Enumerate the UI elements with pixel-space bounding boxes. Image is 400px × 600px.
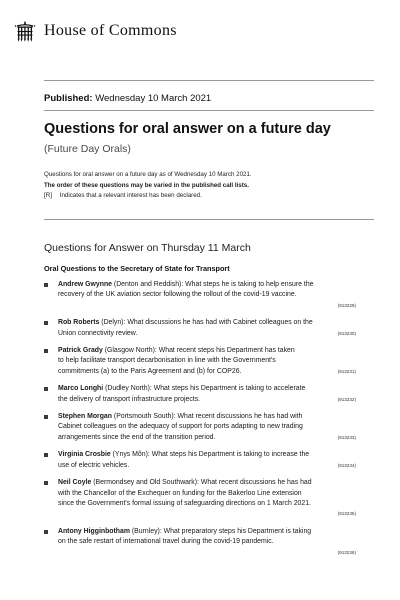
question-text: use of electric vehicles. bbox=[58, 461, 130, 469]
portcullis-icon bbox=[14, 20, 36, 42]
question-line bbox=[58, 422, 356, 432]
member-constituency: (Burnley): bbox=[129, 527, 164, 535]
question-text: What steps his Department is taking to accelerate bbox=[153, 385, 306, 393]
house-of-commons-logo-text: House of Commons bbox=[44, 22, 177, 39]
question-reference: (913229) bbox=[337, 302, 356, 308]
member-constituency: (Bermondsey and Old Southwark): bbox=[91, 479, 201, 487]
member-name: Neil Coyle bbox=[58, 479, 92, 487]
member-name: Stephen Morgan bbox=[58, 413, 112, 421]
intro-block bbox=[44, 170, 252, 202]
question-item bbox=[44, 412, 356, 443]
question-line bbox=[58, 433, 356, 443]
question-text: with the Chancellor of the Exchequer on funding for the Bakerloo Line extension bbox=[58, 489, 302, 497]
question-text: What discussions he has had with Cabinet colleagues on the bbox=[127, 319, 313, 327]
question-line bbox=[58, 537, 356, 547]
published-date: Wednesday 10 March 2021 bbox=[95, 93, 212, 104]
question-line bbox=[58, 412, 356, 422]
question-list bbox=[44, 280, 356, 558]
question-text: since the Government's formal issuing of safeguarding directions on 1 March 2021. bbox=[58, 499, 311, 507]
member-constituency: (Delyn): bbox=[99, 319, 128, 327]
question-reference: (913232) bbox=[337, 396, 356, 402]
question-text: What preparatory steps his Department is taking bbox=[163, 527, 312, 535]
square-bullet-icon bbox=[44, 387, 48, 391]
question-text: Union connectivity review. bbox=[58, 329, 138, 337]
question-item bbox=[44, 478, 356, 520]
question-line bbox=[58, 329, 356, 339]
member-name: Andrew Gwynne bbox=[58, 281, 112, 288]
reference-line bbox=[58, 301, 356, 311]
page-subtitle: (Future Day Orals) bbox=[44, 143, 131, 155]
question-line bbox=[58, 356, 356, 366]
question-line bbox=[58, 290, 356, 300]
question-line bbox=[58, 318, 356, 328]
member-constituency: (Dudley North): bbox=[103, 385, 154, 393]
question-text: on the safe restart of international travel during the covid-19 pandemic. bbox=[58, 538, 274, 546]
square-bullet-icon bbox=[44, 321, 48, 325]
question-line bbox=[58, 384, 356, 394]
published-line bbox=[44, 93, 211, 104]
question-text: recovery of the UK aviation sector following the rollout of the covid-19 vaccine. bbox=[58, 291, 297, 299]
interest-marker: [R] bbox=[44, 192, 52, 199]
question-text: arrangements since the end of the transition period. bbox=[58, 433, 216, 441]
department-heading: Oral Questions to the Secretary of State for Transport bbox=[44, 264, 230, 273]
question-text: What steps he is taking to help ensure the bbox=[185, 281, 314, 288]
square-bullet-icon bbox=[44, 453, 48, 457]
member-name: Virginia Crosbie bbox=[58, 451, 111, 459]
question-reference: (913234) bbox=[337, 462, 356, 468]
question-item bbox=[44, 318, 356, 339]
square-bullet-icon bbox=[44, 349, 48, 353]
question-item bbox=[44, 346, 356, 377]
question-line bbox=[58, 478, 356, 488]
question-line bbox=[58, 346, 356, 356]
question-text: to help facilitate transport decarbonisation in line with the Government's bbox=[58, 357, 276, 365]
question-item bbox=[44, 527, 356, 558]
question-text: the delivery of transport infrastructure projects. bbox=[58, 395, 201, 403]
question-text: What recent steps his Department has taken bbox=[158, 347, 295, 355]
member-constituency: (Denton and Reddish): bbox=[112, 281, 186, 288]
reference-line bbox=[58, 509, 356, 519]
question-item bbox=[44, 450, 356, 471]
question-item bbox=[44, 384, 356, 405]
question-text: commitments (a) to the Paris Agreement and (b) for COP26. bbox=[58, 367, 242, 375]
interest-text: Indicates that a relevant interest has been declared. bbox=[59, 192, 202, 199]
question-line bbox=[58, 367, 356, 377]
intro-line: Questions for oral answer on a future day as of Wednesday 10 March 2021. bbox=[44, 171, 252, 178]
interest-note bbox=[44, 191, 252, 202]
question-reference: (913233) bbox=[337, 434, 356, 440]
question-text: What recent discussions he has had with bbox=[177, 413, 303, 421]
member-name: Patrick Grady bbox=[58, 347, 103, 355]
square-bullet-icon bbox=[44, 415, 48, 419]
page-title: Questions for oral answer on a future day bbox=[44, 121, 331, 137]
member-name: Marco Longhi bbox=[58, 385, 104, 393]
question-line bbox=[58, 489, 356, 499]
intro-order-note: The order of these questions may be varied in the published call lists. bbox=[44, 181, 249, 189]
divider bbox=[44, 219, 374, 220]
reference-line bbox=[58, 548, 356, 558]
question-reference: (913230) bbox=[337, 330, 356, 336]
divider bbox=[44, 80, 374, 81]
question-reference: (913231) bbox=[337, 368, 356, 374]
member-name: Rob Roberts bbox=[58, 319, 100, 327]
member-constituency: (Glasgow North): bbox=[102, 347, 159, 355]
question-text: What steps his Department is taking to increase the bbox=[151, 451, 310, 459]
published-label: Published: bbox=[44, 93, 93, 104]
question-text: What recent discussions he has had bbox=[200, 479, 312, 487]
question-item bbox=[44, 280, 356, 311]
document-header bbox=[14, 20, 177, 42]
question-reference: (913236) bbox=[337, 549, 356, 555]
question-line bbox=[58, 280, 356, 290]
question-text: Cabinet colleagues on the adequacy of support for ports adapting to new trading bbox=[58, 423, 303, 431]
question-line bbox=[58, 450, 356, 460]
member-name: Antony Higginbotham bbox=[58, 527, 130, 535]
question-line bbox=[58, 395, 356, 405]
question-line bbox=[58, 499, 356, 509]
member-constituency: (Ynys Môn): bbox=[110, 451, 152, 459]
member-constituency: (Portsmouth South): bbox=[111, 413, 178, 421]
section-heading: Questions for Answer on Thursday 11 March bbox=[44, 242, 251, 254]
question-line bbox=[58, 527, 356, 537]
divider bbox=[44, 110, 374, 111]
square-bullet-icon bbox=[44, 530, 48, 534]
square-bullet-icon bbox=[44, 283, 48, 287]
square-bullet-icon bbox=[44, 481, 48, 485]
question-reference: (913235) bbox=[337, 511, 356, 517]
question-line bbox=[58, 461, 356, 471]
